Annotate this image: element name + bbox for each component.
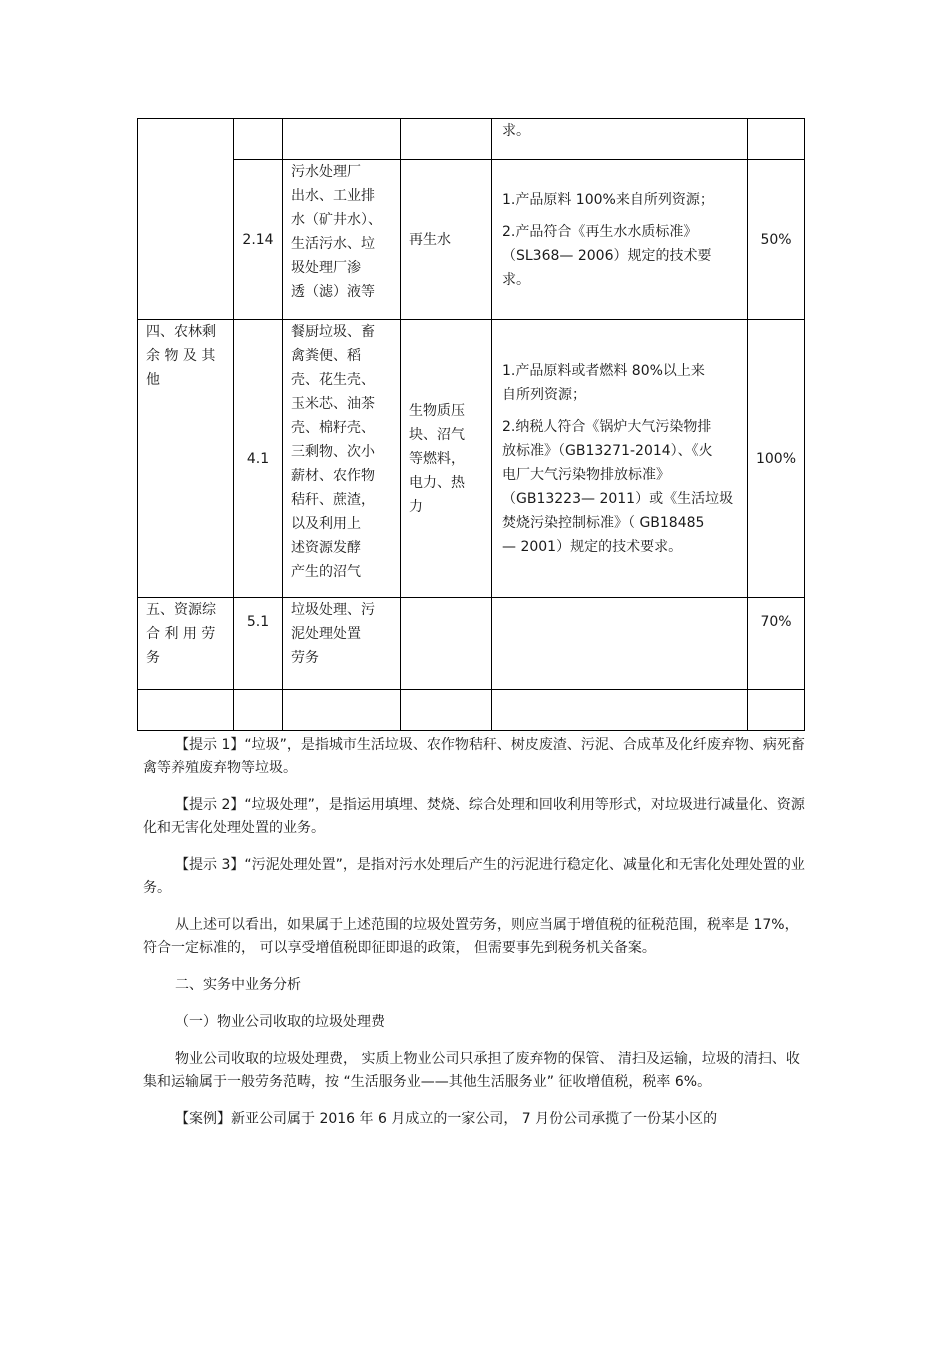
empty-cell <box>401 690 492 731</box>
product-cell <box>401 598 492 690</box>
code-cell: 2.14 <box>234 160 283 320</box>
requirements-cell <box>492 320 748 598</box>
product-cell: 再生水 <box>401 160 492 320</box>
requirements-cell <box>492 119 748 160</box>
resources-text: 餐厨垃圾、畜 禽粪便、稻 壳、花生壳、 玉米芯、油茶 壳、棉籽壳、 三剩物、次小 薪材、农作物 秸秆、蔗渣， 以及利用上 述资源发酵 产生的沼气 <box>291 324 375 580</box>
tax-incentive-table <box>137 118 805 731</box>
case-paragraph: 【案例】新亚公司属于 2016 年 6 月成立的一家公司， 7 月份公司承揽了一份某小区的 <box>175 1111 718 1127</box>
rate-cell <box>748 119 805 160</box>
hint-paragraph: 【提示 2】“垃圾处理”，是指运用填埋、焚烧、综合处理和回收利用等形式，对垃圾进行减量化、资源化和无害化处理处置的业务。 <box>143 797 805 836</box>
empty-cell <box>748 690 805 731</box>
requirements-cell <box>492 598 748 690</box>
table-row <box>138 598 805 690</box>
resources-cell <box>283 320 401 598</box>
product-cell: 生物质压 块、沼气 等燃料， 电力、热 力 <box>401 320 492 598</box>
code-cell: 5.1 <box>234 598 283 690</box>
resources-cell <box>283 160 401 320</box>
summary-paragraph: 从上述可以看出，如果属于上述范围的垃圾处置劳务，则应当属于增值税的征税范围，税率是 17%，符合一定标准的， 可以享受增值税即征即退的政策， 但需要事先到税务机关备案。 <box>143 917 799 956</box>
empty-cell <box>138 690 234 731</box>
requirement-item: 2.纳税人符合《锅炉大气污染物排 放标准》（GB13271-2014）、《火 电厂大气污染物排放标准》 （GB13223— 2011）或《生活垃圾 焚烧污染控制标准》（ GB18485 — 2001）规定的技术要求。 <box>502 418 734 555</box>
product-cell <box>401 119 492 160</box>
category-text: 四、农林剩 余 物 及 其 他 <box>146 324 216 388</box>
requirement-item: 1.产品原料或者燃料 80%以上来 自所列资源； <box>502 362 705 403</box>
requirement-item: 1.产品原料 100%来自所列资源； <box>502 191 714 208</box>
body-text <box>143 734 807 1131</box>
requirements-cell <box>492 160 748 320</box>
subsection-heading: （一）物业公司收取的垃圾处理费 <box>175 1014 385 1030</box>
table-row <box>138 320 805 598</box>
category-text: 五、资源综 合 利 用 劳 务 <box>146 602 216 666</box>
rate-cell: 100% <box>748 320 805 598</box>
empty-cell <box>234 690 283 731</box>
category-cell <box>138 320 234 598</box>
rate-cell: 70% <box>748 598 805 690</box>
requirement-text: 求。 <box>502 123 530 139</box>
requirement-item: 2.产品符合《再生水水质标准》 （SL368— 2006）规定的技术要 求。 <box>502 223 712 288</box>
table-row <box>138 119 805 160</box>
code-cell: 4.1 <box>234 320 283 598</box>
section-heading: 二、实务中业务分析 <box>175 977 301 993</box>
resources-text: 污水处理厂 出水、工业排 水（矿井水）、 生活污水、垃 圾处理厂渗 透（滤）液等 <box>291 164 382 300</box>
table-row <box>138 690 805 731</box>
hint-paragraph: 【提示 1】“垃圾”，是指城市生活垃圾、农作物秸秆、树皮废渣、污泥、合成革及化纤废弃物、病死畜禽等养殖废弃物等垃圾。 <box>143 737 805 776</box>
resources-cell <box>283 598 401 690</box>
empty-cell <box>283 690 401 731</box>
hint-paragraph: 【提示 3】“污泥处理处置”，是指对污水处理后产生的污泥进行稳定化、减量化和无害化处理处置的业务。 <box>143 857 805 896</box>
resources-cell <box>283 119 401 160</box>
resources-text: 垃圾处理、污 泥处理处置 劳务 <box>291 602 375 666</box>
category-cell <box>138 598 234 690</box>
empty-cell <box>492 690 748 731</box>
code-cell <box>234 119 283 160</box>
table-row <box>138 160 805 320</box>
body-paragraph: 物业公司收取的垃圾处理费， 实质上物业公司只承担了废弃物的保管、 清扫及运输，垃圾的清扫、收集和运输属于一般劳务范畴，按 “生活服务业——其他生活服务业” 征收增值税，税率 6%。 <box>143 1051 800 1090</box>
rate-cell: 50% <box>748 160 805 320</box>
category-cell <box>138 119 234 320</box>
